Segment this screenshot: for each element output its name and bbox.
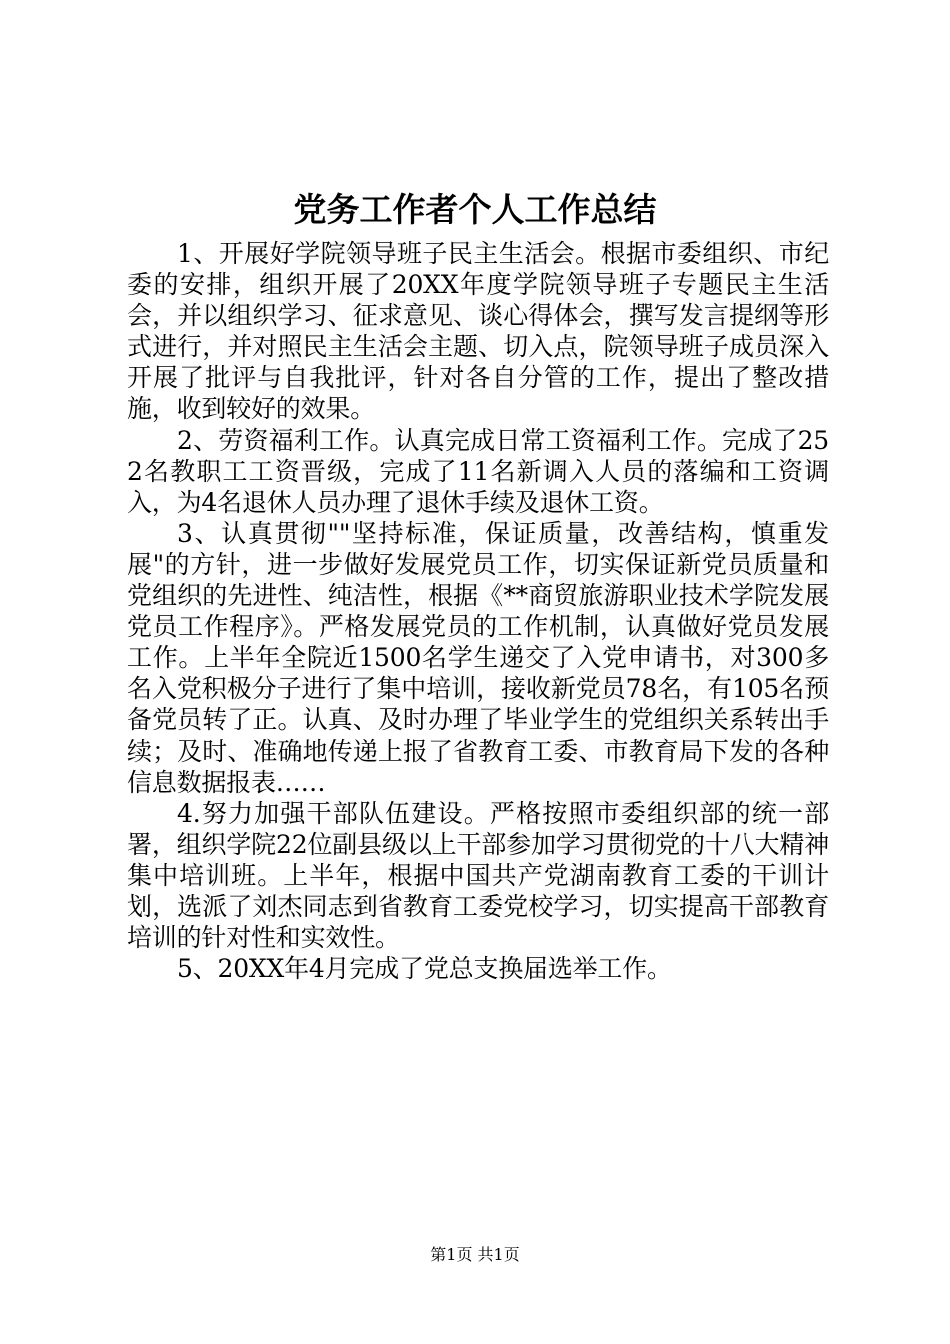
page-footer: 第1页 共1页 [430,1245,520,1264]
paragraph-4: 4.努力加强干部队伍建设。严格按照市委组织部的统一部署，组织学院22位副县级以上干部参加学习贯彻党的十八大精神集中培训班。上半年，根据中国共产党湖南教育工委的干训计划，选派了刘杰同志到省教育工委党校学习，切实提高干部教育培训的针对性和实效性。 [127,798,829,953]
paragraph-3: 3、认真贯彻""坚持标准，保证质量，改善结构，慎重发展"的方针，进一步做好发展党员工作，切实保证新党员质量和党组织的先进性、纯洁性，根据《**商贸旅游职业技术学院发展党员工作程序》。严格发展党员的工作机制，认真做好党员发展工作。上半年全院近1500名学生递交了入党申请书，对300多名入党积极分子进行了集中培训，接收新党员78名，有105名预备党员转了正。认真、及时办理了毕业学生的党组织关系转出手续；及时、准确地传递上报了省教育工委、市教育局下发的各种信息数据报表…… [127,518,829,797]
paragraph-1: 1、开展好学院领导班子民主生活会。根据市委组织、市纪委的安排，组织开展了20XX年度学院领导班子专题民主生活会，并以组织学习、征求意见、谈心得体会，撰写发言提纲等形式进行，并对照民主生活会主题、切入点，院领导班子成员深入开展了批评与自我批评，针对各自分管的工作，提出了整改措施，收到较好的效果。 [127,239,829,424]
document-title: 党务工作者个人工作总结 [293,190,657,229]
paragraph-5: 5、20XX年4月完成了党总支换届选举工作。 [177,954,672,984]
paragraph-2: 2、劳资福利工作。认真完成日常工资福利工作。完成了252名教职工工资晋级，完成了11名新调入人员的落编和工资调入，为4名退休人员办理了退休手续及退休工资。 [127,425,829,517]
document-body [127,238,829,984]
